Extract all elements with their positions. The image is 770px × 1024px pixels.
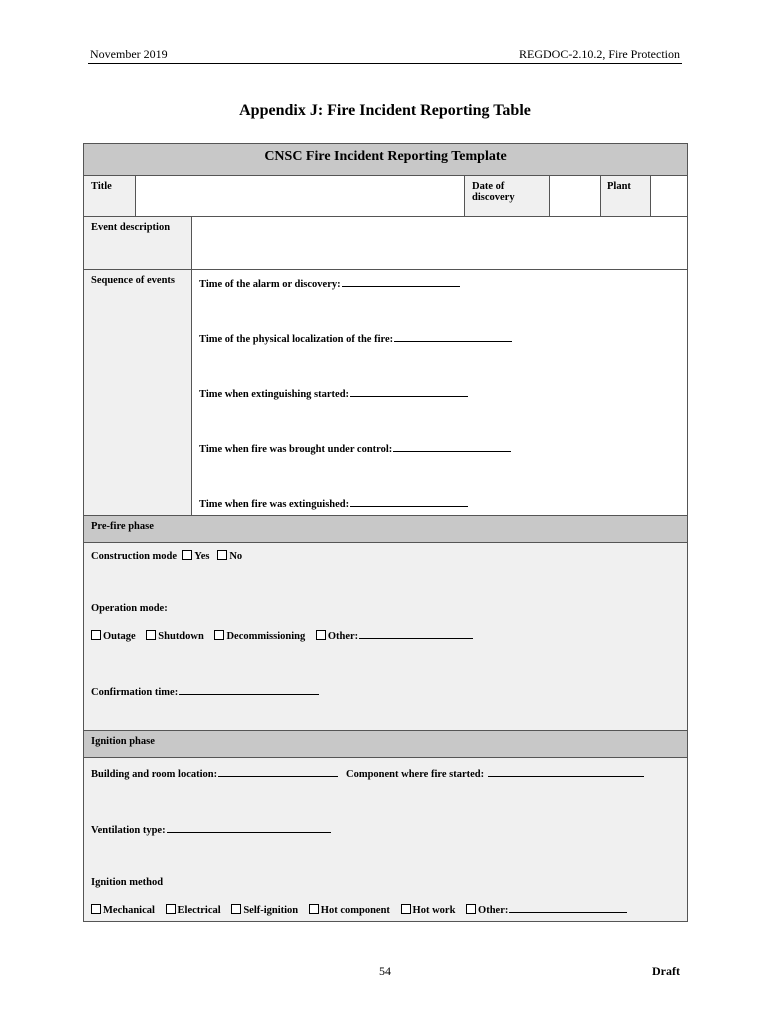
hot-component-label: Hot component <box>320 905 390 916</box>
other-label: Other: <box>327 631 359 642</box>
other-method-line[interactable] <box>509 901 627 913</box>
header-date: November 2019 <box>90 47 168 61</box>
sequence-of-events-field <box>192 270 688 516</box>
self-ignition-label: Self-ignition <box>243 905 299 916</box>
sequence-of-events-label: Sequence of events <box>84 270 192 516</box>
mechanical-label: Mechanical <box>103 905 155 916</box>
operation-mode-options <box>91 627 680 642</box>
ventilation-row <box>91 821 680 836</box>
component-label: Component where fire started: <box>346 769 485 780</box>
operation-mode-label: Operation mode: <box>91 603 168 614</box>
outage-checkbox[interactable] <box>91 630 101 640</box>
plant-row <box>601 176 688 217</box>
shutdown-checkbox[interactable] <box>146 630 156 640</box>
header-rule <box>88 63 682 64</box>
yes-label: Yes <box>194 551 210 562</box>
date-of-discovery-field[interactable] <box>550 176 601 217</box>
sequence-item <box>199 385 680 400</box>
ignition-method-options <box>91 901 680 916</box>
sequence-item-label: Time of the alarm or discovery: <box>199 279 341 290</box>
other-checkbox[interactable] <box>316 630 326 640</box>
pre-fire-phase-heading: Pre-fire phase <box>84 516 688 543</box>
mechanical-checkbox[interactable] <box>91 904 101 914</box>
sequence-item <box>199 330 680 345</box>
hot-component-checkbox[interactable] <box>309 904 319 914</box>
construction-mode-row <box>91 550 680 562</box>
title-label: Title <box>84 176 136 217</box>
sequence-item-label: Time when fire was extinguished: <box>199 499 350 510</box>
decommissioning-checkbox[interactable] <box>214 630 224 640</box>
pre-fire-phase-section <box>84 543 688 731</box>
hot-work-checkbox[interactable] <box>401 904 411 914</box>
location-row <box>91 765 680 780</box>
answer-line[interactable] <box>394 330 512 342</box>
answer-line[interactable] <box>350 385 468 397</box>
decommissioning-label: Decommissioning <box>226 631 306 642</box>
plant-field[interactable] <box>651 176 687 216</box>
ignition-phase-heading: Ignition phase <box>84 731 688 758</box>
no-label: No <box>229 551 243 562</box>
page-title: Appendix J: Fire Incident Reporting Table <box>239 102 531 119</box>
answer-line[interactable] <box>393 440 511 452</box>
confirmation-time-row <box>91 683 680 698</box>
confirmation-time-line[interactable] <box>179 683 319 695</box>
other-method-checkbox[interactable] <box>466 904 476 914</box>
answer-line[interactable] <box>342 275 460 287</box>
fire-incident-form <box>83 143 688 922</box>
sequence-item-label: Time of the physical localization of the fire: <box>199 334 394 345</box>
event-description-label: Event description <box>84 217 192 270</box>
draft-label: Draft <box>652 964 680 978</box>
building-location-label: Building and room location: <box>91 769 218 780</box>
answer-line[interactable] <box>350 495 468 507</box>
ignition-method-label: Ignition method <box>91 877 164 888</box>
date-of-discovery-label: Date of discovery <box>465 176 550 217</box>
ventilation-type-label: Ventilation type: <box>91 825 166 836</box>
sequence-item-label: Time when extinguishing started: <box>199 389 350 400</box>
self-ignition-checkbox[interactable] <box>231 904 241 914</box>
building-location-line[interactable] <box>218 765 338 777</box>
outage-label: Outage <box>103 631 136 642</box>
shutdown-label: Shutdown <box>158 631 204 642</box>
title-field[interactable] <box>136 176 465 217</box>
plant-label: Plant <box>601 176 651 216</box>
ventilation-type-line[interactable] <box>167 821 331 833</box>
electrical-checkbox[interactable] <box>166 904 176 914</box>
sequence-item <box>199 440 680 455</box>
confirmation-time-label: Confirmation time: <box>91 687 179 698</box>
event-description-field[interactable] <box>192 217 688 270</box>
ignition-phase-section <box>84 758 688 922</box>
yes-checkbox[interactable] <box>182 550 192 560</box>
hot-work-label: Hot work <box>412 905 456 916</box>
other-answer-line[interactable] <box>359 627 473 639</box>
other-method-label: Other: <box>478 905 509 916</box>
template-title: CNSC Fire Incident Reporting Template <box>84 144 688 176</box>
component-line[interactable] <box>488 765 644 777</box>
sequence-item <box>199 495 680 510</box>
sequence-item-label: Time when fire was brought under control: <box>199 444 393 455</box>
page-number: 54 <box>379 964 391 978</box>
header-doc-ref: REGDOC-2.10.2, Fire Protection <box>519 47 680 61</box>
sequence-item <box>199 275 680 290</box>
electrical-label: Electrical <box>177 905 221 916</box>
construction-mode-label: Construction mode <box>91 551 178 562</box>
no-checkbox[interactable] <box>217 550 227 560</box>
